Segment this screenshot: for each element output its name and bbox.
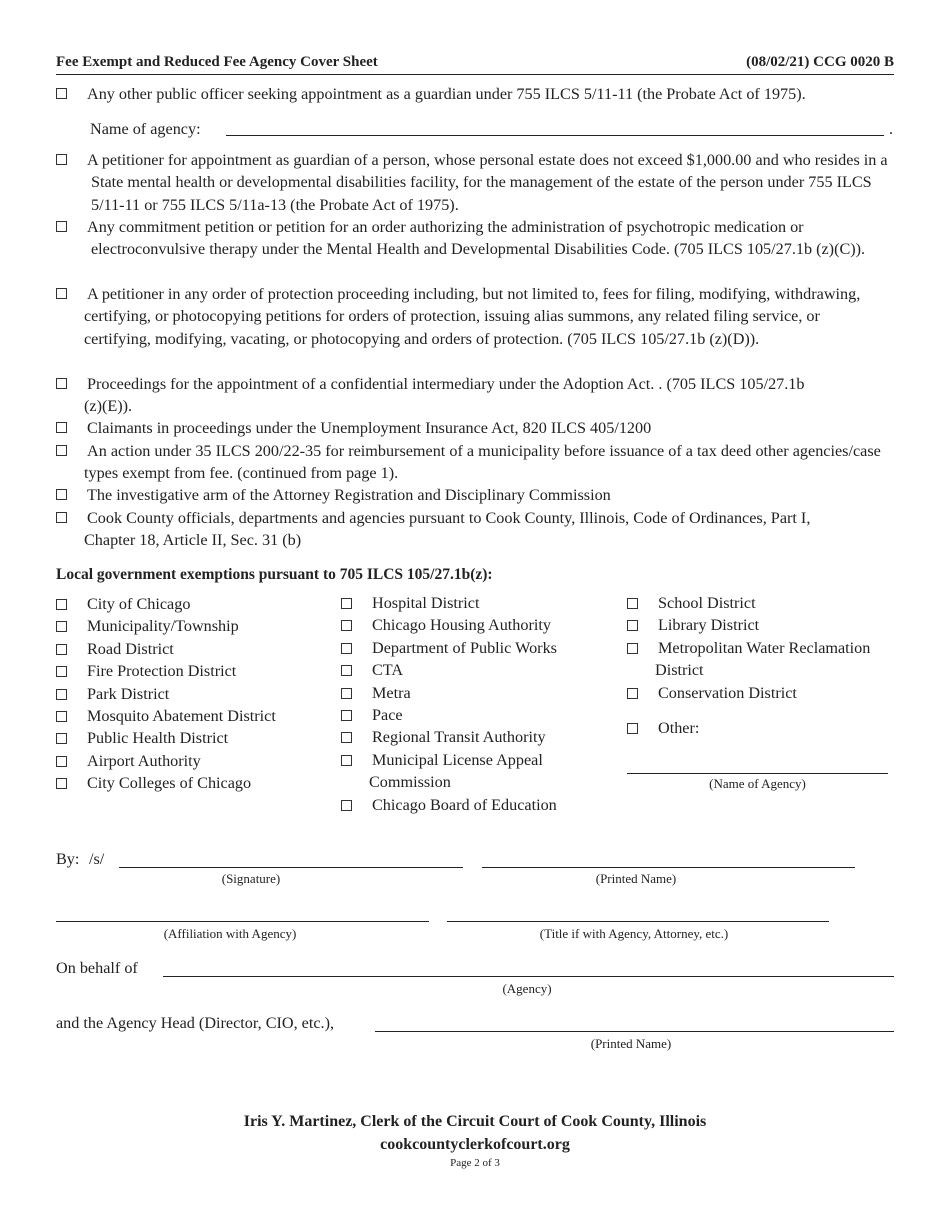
exemption-checkbox-9[interactable] [56,512,67,523]
local-gov-checkbox[interactable] [56,711,67,722]
affiliation-field[interactable] [56,904,429,922]
local-gov-option [56,660,336,682]
exemption-item-6 [56,417,898,439]
local-gov-checkbox[interactable] [341,665,352,676]
local-gov-checkbox[interactable] [56,621,67,632]
exemption-text-2: A petitioner for appointment as guardian of a person, whose personal estate does not exceed $1,000.00 and who resides in a State mental health or developmental disabilities facility, for the management of the estate of the person under 755 ILCS 5/11-11 or 755 ILCS 5/11a-13 (the Probate Act of 1975). [87,151,888,214]
title-field[interactable] [447,904,829,922]
local-gov-label: Commission [369,773,451,792]
by-label: By: [56,850,80,868]
local-gov-label: Chicago Board of Education [372,795,557,814]
local-gov-option [56,750,336,772]
form-id: (08/02/21) CCG 0020 B [746,54,894,70]
affiliation-caption: (Affiliation with Agency) [163,926,297,941]
exemption-text-6: Claimants in proceedings under the Unemployment Insurance Act, 820 ILCS 405/1200 [87,419,652,437]
local-gov-checkbox[interactable] [56,778,67,789]
signature-field[interactable] [119,850,463,868]
local-gov-option [627,682,907,704]
printed-name-field[interactable] [482,850,855,868]
page-number: Page 2 of 3 [450,1157,500,1169]
exemption-checkbox-5[interactable] [56,378,67,389]
other-option [627,717,907,739]
agency-name-label: Name of agency: [90,120,201,138]
exemption-item-4 [56,283,882,350]
local-gov-label: City of Chicago [87,595,191,613]
local-gov-label: CTA [372,661,404,680]
clerk-name: Iris Y. Martinez, Clerk of the Circuit Court of Cook County, Illinois [243,1113,707,1130]
other-agency-caption: (Name of Agency) [709,776,806,791]
local-gov-label: Regional Transit Authority [372,728,546,747]
local-gov-column-1 [56,593,336,795]
exemption-text-3: Any commitment petition or petition for an order authorizing the administration of psychotropic medication or electroconvulsive therapy under the Mental Health and Developmental Disabilities Code. (705 ILCS 105/27.1b (z)(C)). [87,218,866,259]
other-checkbox[interactable] [627,723,638,734]
form-title: Fee Exempt and Reduced Fee Agency Cover Sheet [56,54,378,70]
local-gov-option [627,592,907,614]
local-gov-checkbox[interactable] [341,643,352,654]
agency-head-label: and the Agency Head (Director, CIO, etc.), [56,1014,335,1032]
exemption-item-5 [56,373,826,418]
local-gov-checkbox[interactable] [341,755,352,766]
local-gov-label: Fire Protection District [87,662,237,681]
local-gov-option [56,683,336,705]
agency-caption: (Agency) [502,981,552,996]
local-gov-label: Conservation District [658,683,797,702]
local-gov-option [341,794,621,816]
other-label: Other: [658,719,700,737]
local-gov-option [341,614,621,636]
local-gov-label: Chicago Housing Authority [372,616,551,635]
local-gov-label: Mosquito Abatement District [87,706,276,725]
local-gov-column-2 [341,592,621,816]
local-gov-checkbox[interactable] [341,710,352,721]
agency-name-field[interactable] [226,118,884,136]
exemption-text-9: Cook County officials, departments and agencies pursuant to Cook County, Illinois, Code of Ordinances, Part I, Chapter 18, Article II, Sec. 31 (b) [84,509,811,550]
local-gov-label: Park District [87,684,170,703]
local-gov-label: Library District [658,616,760,635]
local-gov-option [56,638,336,660]
local-gov-label: Metra [372,683,411,702]
exemption-text-5: Proceedings for the appointment of a confidential intermediary under the Adoption Act. . (705 ILCS 105/27.1b (z)(E)). [84,375,805,416]
local-gov-checkbox[interactable] [341,732,352,743]
local-gov-option [341,637,621,659]
exemption-checkbox-2[interactable] [56,154,67,165]
other-row [627,717,907,739]
exemption-item-7 [56,440,892,485]
local-gov-checkbox[interactable] [627,598,638,609]
exemption-item-8 [56,484,898,506]
exemption-checkbox-7[interactable] [56,445,67,456]
on-behalf-label: On behalf of [56,959,138,977]
local-gov-option [56,705,336,727]
exemption-checkbox-4[interactable] [56,288,67,299]
local-gov-option-continued [627,659,907,681]
local-gov-option [341,726,621,748]
local-gov-checkbox[interactable] [56,733,67,744]
agency-head-name-caption: (Printed Name) [590,1036,672,1051]
exemption-item-3 [56,216,884,261]
local-gov-option [341,659,621,681]
local-gov-label: Municipality/Township [87,617,239,636]
local-gov-label: City Colleges of Chicago [87,774,252,793]
local-gov-option [627,637,907,659]
title-caption: (Title if with Agency, Attorney, etc.) [539,926,729,941]
local-gov-checkbox[interactable] [341,688,352,699]
local-gov-label: Hospital District [372,594,480,612]
agency-head-name-field[interactable] [375,1014,894,1032]
agency-name-period: . [889,120,894,138]
local-gov-checkbox[interactable] [56,666,67,677]
local-gov-option [341,682,621,704]
on-behalf-agency-field[interactable] [163,959,894,977]
exemption-text-8: The investigative arm of the Attorney Registration and Disciplinary Commission [87,486,611,504]
signature-mark: /s/ [89,850,105,868]
local-gov-option [56,727,336,749]
local-gov-label: Road District [87,639,174,658]
page-header [56,52,894,75]
local-gov-checkbox[interactable] [56,756,67,767]
local-gov-title: Local government exemptions pursuant to 705 ILCS 105/27.1b(z): [56,566,493,583]
local-gov-checkbox[interactable] [56,599,67,610]
exemption-text-1: Any other public officer seeking appointment as a guardian under 755 ILCS 5/11-11 (the Probate Act of 1975). [87,85,806,103]
clerk-website: cookcountyclerkofcourt.org [380,1136,570,1153]
local-gov-column-3 [627,592,907,704]
local-gov-option [627,614,907,636]
exemption-checkbox-8[interactable] [56,489,67,500]
local-gov-checkbox[interactable] [341,598,352,609]
local-gov-checkbox[interactable] [56,689,67,700]
exemption-checkbox-3[interactable] [56,221,67,232]
local-gov-label: District [655,661,704,680]
local-gov-option [56,615,336,637]
printed-name-caption: (Printed Name) [595,871,677,886]
other-agency-field[interactable] [627,756,888,774]
local-gov-checkbox[interactable] [56,644,67,655]
local-gov-option [56,593,336,615]
local-gov-option [341,592,621,614]
local-gov-checkbox[interactable] [627,620,638,631]
local-gov-checkbox[interactable] [341,620,352,631]
exemption-item-9 [56,507,856,552]
exemption-text-4: A petitioner in any order of protection proceeding including, but not limited to, fees for filing, modifying, withdrawing, certifying, or photocopying petitions for orders of protection, issuing alias summons, any related filing service, or certifying, modifying, vacating, or photocopying and orders of protection. (705 ILCS 105/27.1b (z)(D)). [84,285,861,348]
exemption-checkbox-1[interactable] [56,88,67,99]
exemption-checkbox-6[interactable] [56,422,67,433]
local-gov-option-continued [341,771,621,793]
local-gov-label: Public Health District [87,729,229,748]
local-gov-checkbox[interactable] [627,643,638,654]
local-gov-label: Municipal License Appeal [372,750,543,769]
signature-caption: (Signature) [221,871,281,886]
local-gov-checkbox[interactable] [341,800,352,811]
local-gov-label: School District [658,594,756,612]
local-gov-label: Pace [372,705,403,724]
local-gov-label: Department of Public Works [372,638,557,657]
exemption-item-1 [56,83,898,105]
exemption-item-2 [56,149,892,216]
local-gov-checkbox[interactable] [627,688,638,699]
local-gov-option [341,704,621,726]
exemption-text-7: An action under 35 ILCS 200/22-35 for reimbursement of a municipality before issuance of a tax deed other agencies/case types exempt from fee. (continued from page 1). [84,442,881,483]
local-gov-option [56,772,336,794]
local-gov-label: Airport Authority [87,751,201,770]
local-gov-option [341,749,621,771]
local-gov-label: Metropolitan Water Reclamation [658,638,871,657]
